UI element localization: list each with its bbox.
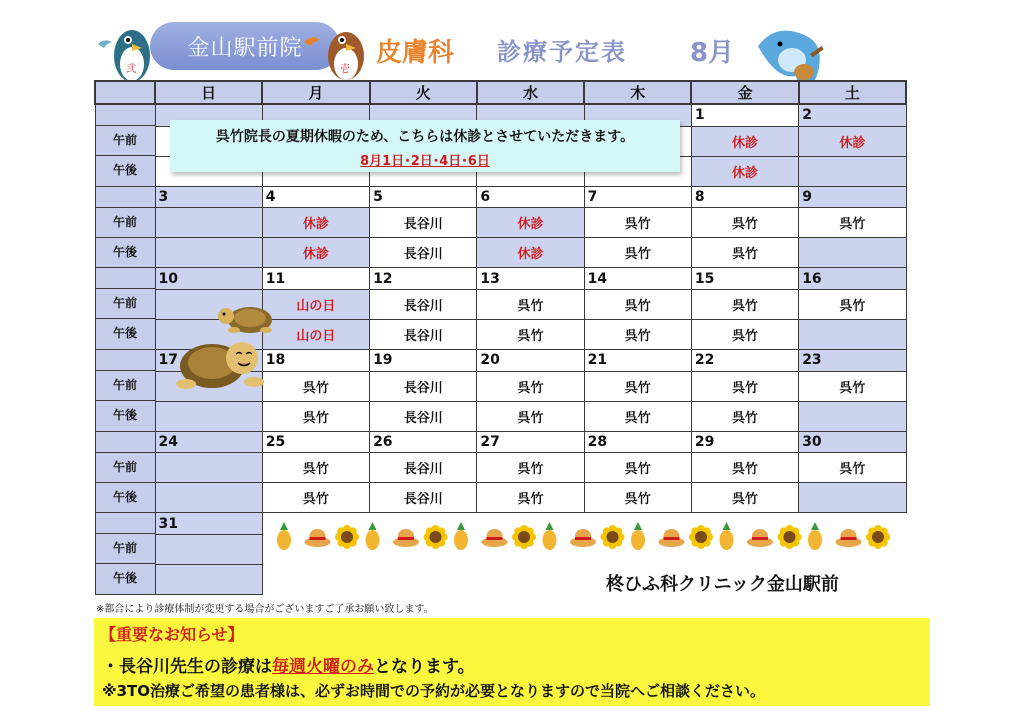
date-cell: 5 [370,186,477,208]
turtle-large-icon [172,330,268,396]
label-am: 午前 [96,452,155,482]
date-cell: 18 [262,349,369,371]
month-title: 8月 [690,38,735,68]
footnote: ※都合により診療体制が変更する場合がございますご了承お願い致します。 [96,604,434,615]
label-am: 午前 [96,207,155,237]
afternoon-cell: 呉竹 [477,483,584,513]
morning-cell: 長谷川 [370,289,477,319]
straw-hat-icon [570,529,596,547]
morning-cell: 休診 [799,126,906,156]
straw-hat-icon [482,529,508,547]
label-pm: 午後 [96,482,155,512]
important-title: 【重要なお知らせ】 [100,625,244,644]
date-row [95,186,906,208]
date-cell: 15 [691,268,798,290]
mascot-right-text: 壱 [340,64,350,75]
date-cell: 8 [691,186,798,208]
date-cell: 2 [799,104,906,126]
mascot-left-text: 弐 [126,64,136,75]
morning-cell: 休診 [262,208,369,238]
label-am: 午前 [96,125,155,155]
afternoon-cell [799,401,906,431]
morning-cell: 呉竹 [799,371,906,401]
date-row [95,268,906,290]
date-cell: 12 [370,268,477,290]
important-line-prefix: ・長谷川先生の診療は [102,657,272,677]
morning-cell [155,208,262,238]
date-cell: 4 [262,186,369,208]
weekday-tue: 火 [370,81,477,104]
date-cell: 6 [477,186,584,208]
label-pm: 午後 [96,318,155,348]
date-cell: 11 [262,268,369,290]
afternoon-cell: 長谷川 [370,319,477,349]
department-title: 皮膚科 [376,38,455,68]
afternoon-cell: 呉竹 [691,401,798,431]
pineapple-icon [366,522,380,550]
afternoon-cell: 呉竹 [691,319,798,349]
label-pm: 午後 [96,155,155,185]
date-cell: 17 [155,349,262,371]
weekday-sun: 日 [155,81,262,104]
weekday-mon: 月 [262,81,369,104]
row-label-cell [95,186,155,268]
morning-cell: 呉竹 [584,371,691,401]
afternoon-row [95,401,906,431]
holiday-notice-dates: 8月1日･2日･4日･6日 [360,154,490,169]
holiday-notice-text: 呉竹院長の夏期休暇のため、こちらは休診とさせていただきます。 [215,129,635,145]
morning-cell: 呉竹 [477,453,584,483]
afternoon-cell: 呉竹 [584,319,691,349]
afternoon-cell: 長谷川 [370,483,477,513]
weekday-header-row [95,81,906,104]
afternoon-cell: 休診 [691,156,798,186]
date-cell: 9 [799,186,906,208]
afternoon-row [95,238,906,268]
date-cell: 1 [691,104,798,126]
morning-row [95,208,906,238]
straw-hat-icon [305,529,331,547]
important-line-suffix: となります。 [374,657,475,677]
afternoon-cell: 長谷川 [370,238,477,268]
important-line-doctor [102,652,475,677]
morning-row [95,453,906,483]
afternoon-cell: 呉竹 [584,401,691,431]
date-cell: 24 [155,431,262,453]
important-line-highlight: 毎週火曜のみ [272,657,374,677]
label-am: 午前 [96,533,155,563]
straw-hat-icon [747,529,773,547]
date-cell: 31 [155,513,262,535]
morning-cell: 長谷川 [370,371,477,401]
morning-cell: 呉竹 [584,289,691,319]
date-cell: 28 [584,431,691,453]
pineapple-icon [720,522,734,550]
row-label-cell [95,349,155,431]
weekday-thu: 木 [584,81,691,104]
important-notice-box [94,618,930,706]
date-cell: 13 [477,268,584,290]
clinic-name: 柊ひふ科クリニック金山駅前 [606,574,839,595]
afternoon-cell: 呉竹 [691,238,798,268]
pineapple-icon [543,522,557,550]
afternoon-cell [155,564,262,594]
morning-cell: 呉竹 [477,289,584,319]
afternoon-cell: 休診 [262,238,369,268]
date-row [95,431,906,453]
morning-cell: 長谷川 [370,453,477,483]
straw-hat-icon [393,529,419,547]
date-cell: 20 [477,349,584,371]
date-cell: 27 [477,431,584,453]
sunflower-icon [778,525,802,549]
afternoon-cell [155,401,262,431]
date-cell: 10 [155,268,262,290]
afternoon-cell [799,319,906,349]
afternoon-cell: 呉竹 [584,238,691,268]
date-cell: 25 [262,431,369,453]
morning-cell: 呉竹 [799,289,906,319]
date-cell: 29 [691,431,798,453]
summer-decoration-strip [272,520,896,554]
morning-cell: 呉竹 [799,453,906,483]
afternoon-cell [799,483,906,513]
schedule-title: 診療予定表 [497,38,627,66]
label-am: 午前 [96,370,155,400]
date-cell: 30 [799,431,906,453]
row-label-cell [95,513,155,595]
afternoon-cell: 呉竹 [477,319,584,349]
sunflower-icon [601,525,625,549]
morning-cell: 呉竹 [691,371,798,401]
straw-hat-icon [659,529,685,547]
date-cell: 22 [691,349,798,371]
pineapple-icon [631,522,645,550]
morning-cell: 呉竹 [691,289,798,319]
weekday-sat: 土 [799,81,906,104]
header-corner [95,81,155,104]
label-pm: 午後 [96,400,155,430]
morning-cell: 呉竹 [799,208,906,238]
bird-mascot-right-icon [302,16,372,90]
afternoon-cell [799,156,906,186]
afternoon-cell: 呉竹 [584,483,691,513]
morning-cell: 呉竹 [584,208,691,238]
afternoon-cell: 休診 [477,238,584,268]
afternoon-cell [799,238,906,268]
pineapple-icon [454,522,468,550]
important-line-3to: ※3TO治療ご希望の患者様は、必ずお時間での予約が必要となりますので当院へご相談ください。 [102,682,766,700]
date-cell: 19 [370,349,477,371]
row-label-cell [95,431,155,513]
row-label-cell [95,104,155,186]
branch-title: 金山駅前院 [150,22,340,70]
straw-hat-icon [836,529,862,547]
afternoon-cell: 呉竹 [477,401,584,431]
morning-cell: 呉竹 [691,208,798,238]
morning-cell: 呉竹 [477,371,584,401]
sunflower-icon [424,525,448,549]
afternoon-cell: 呉竹 [262,483,369,513]
morning-cell: 長谷川 [370,208,477,238]
date-cell: 21 [584,349,691,371]
sunflower-icon [866,525,890,549]
morning-cell: 呉竹 [262,371,369,401]
morning-cell [155,534,262,564]
date-cell: 26 [370,431,477,453]
afternoon-row [95,483,906,513]
date-cell: 14 [584,268,691,290]
afternoon-cell: 長谷川 [370,401,477,431]
morning-cell: 休診 [477,208,584,238]
afternoon-cell: 呉竹 [262,401,369,431]
morning-cell: 呉竹 [584,453,691,483]
morning-cell: 呉竹 [691,453,798,483]
weekday-wed: 水 [477,81,584,104]
sunflower-icon [335,525,359,549]
afternoon-cell: 山の日 [262,319,369,349]
date-cell: 7 [584,186,691,208]
morning-cell [155,453,262,483]
label-pm: 午後 [96,563,155,593]
label-pm: 午後 [96,237,155,267]
pineapple-icon [277,522,291,550]
holiday-notice [170,120,680,172]
row-label-cell [95,268,155,350]
date-cell: 23 [799,349,906,371]
morning-cell: 山の日 [262,289,369,319]
label-am: 午前 [96,288,155,318]
afternoon-cell [155,238,262,268]
morning-cell: 休診 [691,126,798,156]
pineapple-icon [808,522,822,550]
morning-cell: 呉竹 [262,453,369,483]
sunflower-icon [689,525,713,549]
afternoon-cell: 呉竹 [691,483,798,513]
afternoon-cell [155,483,262,513]
weekday-fri: 金 [691,81,798,104]
date-cell: 3 [155,186,262,208]
date-cell: 16 [799,268,906,290]
sunflower-icon [512,525,536,549]
